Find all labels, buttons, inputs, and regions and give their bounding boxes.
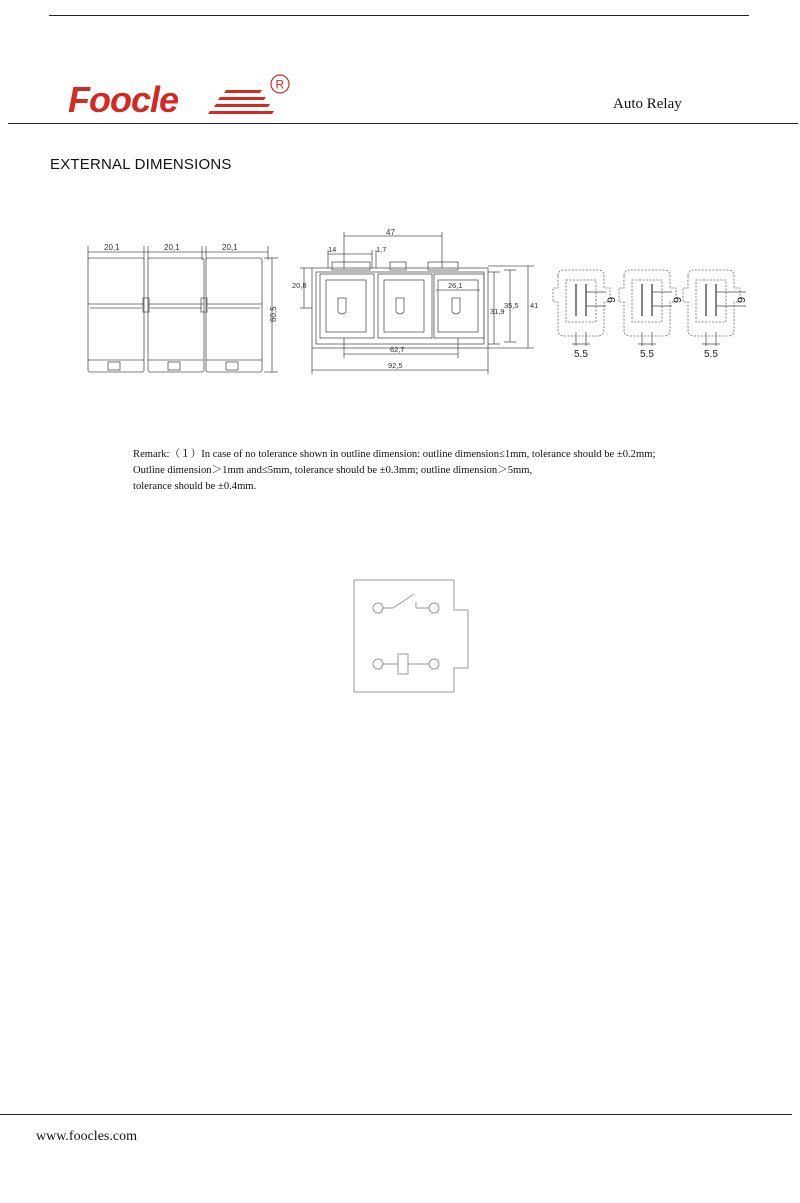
pin-spacing-1: 5.5 [574, 349, 588, 360]
registered-mark: R [275, 77, 285, 92]
brand-logo [66, 70, 306, 122]
top-dim-35-5: 35,5 [504, 301, 519, 310]
footer-rule [0, 1114, 792, 1115]
document-type: Auto Relay [613, 96, 682, 112]
speed-lines-icon [208, 90, 274, 114]
pin-height-2: 9 [672, 296, 684, 303]
top-dim-20-8: 20,8 [292, 281, 307, 290]
pin-spacing-2: 5.5 [640, 349, 654, 360]
pin-spacing-3: 5.5 [704, 349, 718, 360]
remark-line-2: Outline dimension＞1mm and≤5mm, tolerance should be ±0.3mm; outline dimension＞5mm, [133, 465, 533, 476]
pin-height-3: 9 [736, 296, 748, 303]
top-dim-92-5: 92,5 [388, 361, 403, 370]
socket-outline-1 [553, 270, 610, 336]
top-view-drawing [292, 228, 544, 378]
top-dim-14: 14 [328, 245, 337, 254]
switch-contact-icon [373, 594, 439, 613]
side-height: 60,5 [269, 306, 278, 322]
wiring-diagram [350, 576, 475, 698]
top-dim-1-7: 1,7 [376, 245, 387, 254]
coil-icon [373, 654, 439, 674]
socket-view-drawing [550, 262, 750, 362]
side-width-1: 20,1 [104, 243, 120, 252]
remark-line-1: Remark:（１）In case of no tolerance shown in outline dimension: outline dimension≤1mm, tolerance should be ±0.2mm; [133, 449, 656, 460]
top-dim-26-1: 26,1 [448, 281, 463, 290]
top-dim-31-9: 31,9 [490, 307, 505, 316]
socket-outline-3 [683, 270, 740, 336]
top-dim-47: 47 [386, 228, 395, 237]
tolerance-remark [133, 447, 693, 495]
side-width-3: 20,1 [222, 243, 238, 252]
pin-height-1: 9 [606, 296, 618, 303]
website-link[interactable]: www.foocles.com [36, 1129, 137, 1144]
section-title: EXTERNAL DIMENSIONS [50, 156, 232, 173]
side-view-drawing [80, 238, 280, 378]
side-width-2: 20,1 [164, 243, 180, 252]
diagram-outline [354, 580, 468, 692]
top-dim-62-7: 62,7 [390, 345, 405, 354]
header-rule [8, 123, 798, 124]
brand-wordmark: Foocle [68, 79, 179, 120]
top-dim-41: 41 [530, 301, 539, 310]
remark-line-3: tolerance should be ±0.4mm. [133, 481, 257, 492]
socket-outline-2 [619, 270, 676, 336]
top-rule [49, 15, 749, 16]
